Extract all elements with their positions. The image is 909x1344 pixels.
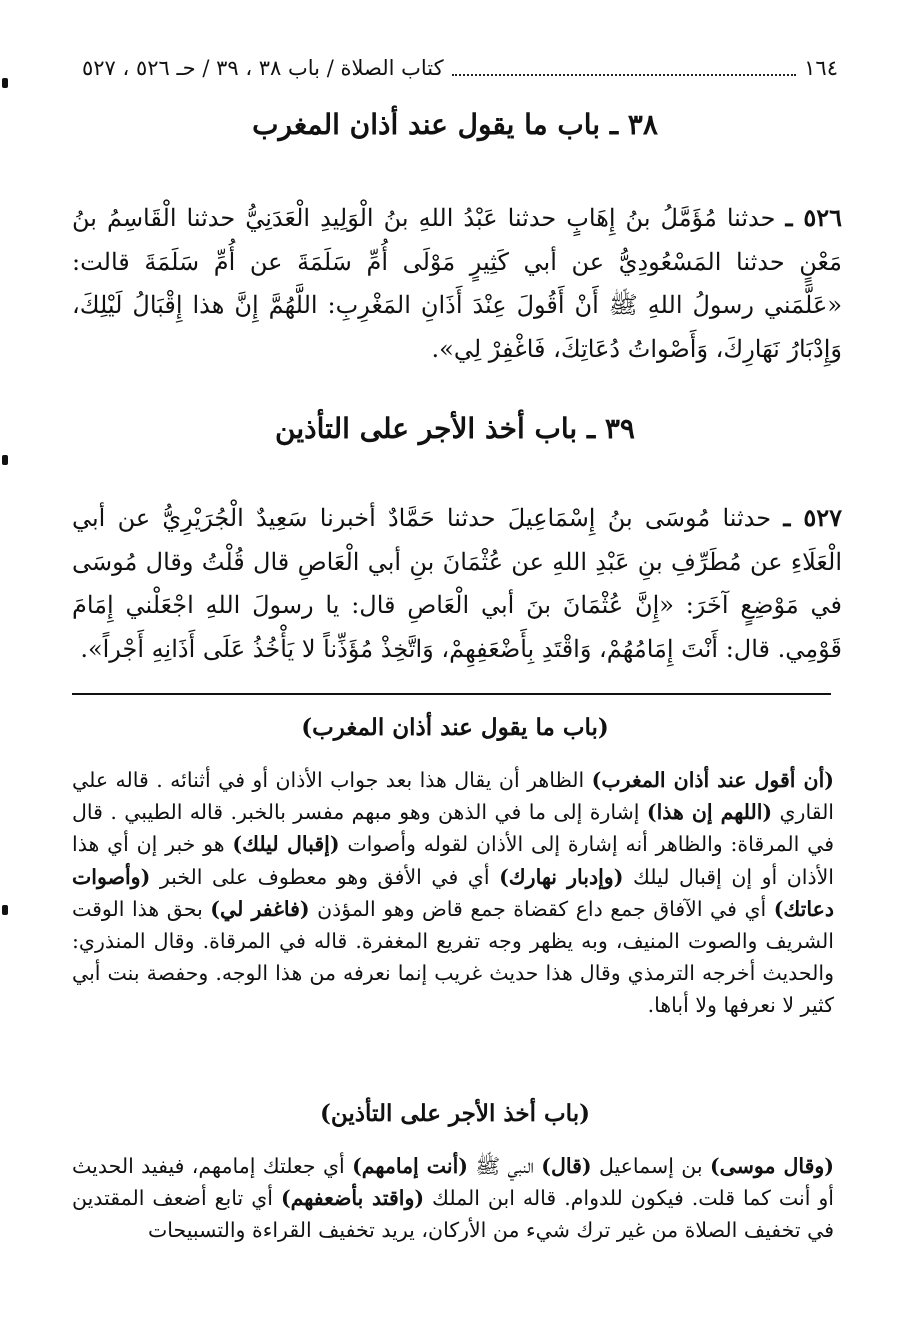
hadith-number: ٥٢٦ ـ [785,203,842,232]
commentary-text: النبي ﷺ [467,1154,542,1178]
running-header [82,52,838,84]
commentary-text: إشارة إلى ما في الذهن وهو مبهم مفسر بالخبر. قاله الطيبي . قال في المرقاة: والظاهر أنه إشارة إلى الأذان لقوله وأصوات [72,800,834,857]
chapter-word: باب [534,412,578,445]
commentary-text: الظاهر أن يقال هذا بعد جواب الأذان أو في أثنائه . قاله علي القاري [72,768,835,825]
keyword: (وإدبار نهارك) [499,864,624,889]
chapter-39-heading [70,412,840,445]
commentary-text: أي في الأفق وهو معطوف على الخبر [150,864,500,889]
chapter-title: أخذ الأجر على التأذين [275,412,525,445]
hadith-text: حدثنا مُوسَى بنُ إِسْمَاعِيلَ حدثنا حَمَّادٌ أخبرنا سَعِيدٌ الْجُرَيْرِيُّ عن أبي الْعَلَاءِ عن مُطَرِّفِ بنِ عَبْدِ اللهِ عن عُثْمَانَ بنِ أبي الْعَاصِ قال قُلْتُ وقال مُوسَى في مَوْضِعٍ آخَرَ: «إِنَّ عُثْمَانَ بنَ أبي الْعَاصِ قال: يا رسولَ اللهِ اجْعَلْني إِمَامَ قَوْمِي. قال: أَنْتَ إِمَامُهُمْ، وَاقْتَدِ بِأَضْعَفِهِمْ، وَاتَّخِذْ مُؤَذِّناً لا يَأْخُذُ عَلَى أَذَانِهِ أَجْراً». [72,504,842,663]
dotted-leader [452,60,797,76]
margin-mark [2,905,8,915]
commentary-38 [72,764,834,1022]
commentary-text: بحق هذا الوقت الشريف والصوت المنيف، وبه يظهر وجه تفريع المغفرة. قاله في المرقاة. وقال المنذري: والحديث أخرجه الترمذي وقال هذا حديث غريب إنما نعرفه من هذا الوجه. وحفصة بنت أبي كثير لا نعرفها ولا أباها. [72,896,834,1018]
keyword: (وأصوات دعاتك) [72,864,834,921]
chapter-number: ٣٨ ـ [609,108,658,141]
commentary-text: أي تابع أضعف المقتدين في تخفيف الصلاة من غير ترك شيء من الأركان، يريد تخفيف القراءة والتسبيحات [72,1186,834,1243]
chapter-title: ما يقول عند أذان المغرب [252,108,548,141]
commentary-38-heading: (باب ما يقول عند أذان المغرب) [301,714,609,741]
margin-mark [2,78,8,88]
commentary-text: هو خبر إن أي هذا الأذان أو إن إقبال ليلك [72,832,834,889]
commentary-text: أي جعلتك إمامهم، فيفيد الحديث أو أنت كما قلت. فيكون للدوام. قاله ابن الملك [72,1154,834,1211]
footnote-divider [72,693,831,695]
keyword: (وقال موسى) [709,1154,834,1178]
keyword: (إقبال ليلك) [232,832,340,857]
hadith-527 [72,496,842,671]
chapter-38-heading [70,108,840,141]
keyword: (واقتد بأضعفهم) [280,1186,425,1211]
keyword: (أنت إمامهم) [352,1154,468,1178]
chapter-number: ٣٩ ـ [586,412,635,445]
keyword: (فاغفر لي) [210,896,310,921]
commentary-text: أي في الآفاق جمع داع كقضاة جمع قاض وهو المؤذن [309,896,774,921]
commentary-39-heading: (باب أخذ الأجر على التأذين) [320,1100,590,1127]
commentary-39 [72,1150,834,1247]
margin-mark [2,455,8,465]
hadith-526 [72,196,842,371]
page-number: ١٦٤ [804,56,838,80]
keyword: (قال) [541,1154,592,1178]
chapter-word: باب [557,108,601,141]
keyword: (اللهم إن هذا) [646,800,773,825]
hadith-number: ٥٢٧ ـ [783,503,842,532]
commentary-text: بن إسماعيل [591,1154,710,1178]
keyword: (أن أقول عند أذان المغرب) [591,768,834,792]
hadith-text: حدثنا مُؤَمَّلُ بنُ إِهَابٍ حدثنا عَبْدُ اللهِ بنُ الْوَلِيدِ الْعَدَنِيُّ حدثنا الْقَاسِمُ بنُ مَعْنٍ حدثنا المَسْعُودِيُّ عن أبي كَثِيرٍ مَوْلَى أُمِّ سَلَمَةَ عن أُمِّ سَلَمَةَ قالت: «عَلَّمَني رسولُ اللهِ ﷺ أَنْ أَقُولَ عِنْدَ أَذَانِ المَغْرِبِ: اللَّهُمَّ إِنَّ هذا إِقْبَالُ لَيْلِكَ، وَإِدْبَارُ نَهَارِكَ، وَأَصْواتُ دُعَاتِكَ، فَاغْفِرْ لِي». [72,204,843,363]
running-title: كتاب الصلاة / باب ٣٨ ، ٣٩ / حـ ٥٢٦ ، ٥٢٧ [82,56,444,80]
